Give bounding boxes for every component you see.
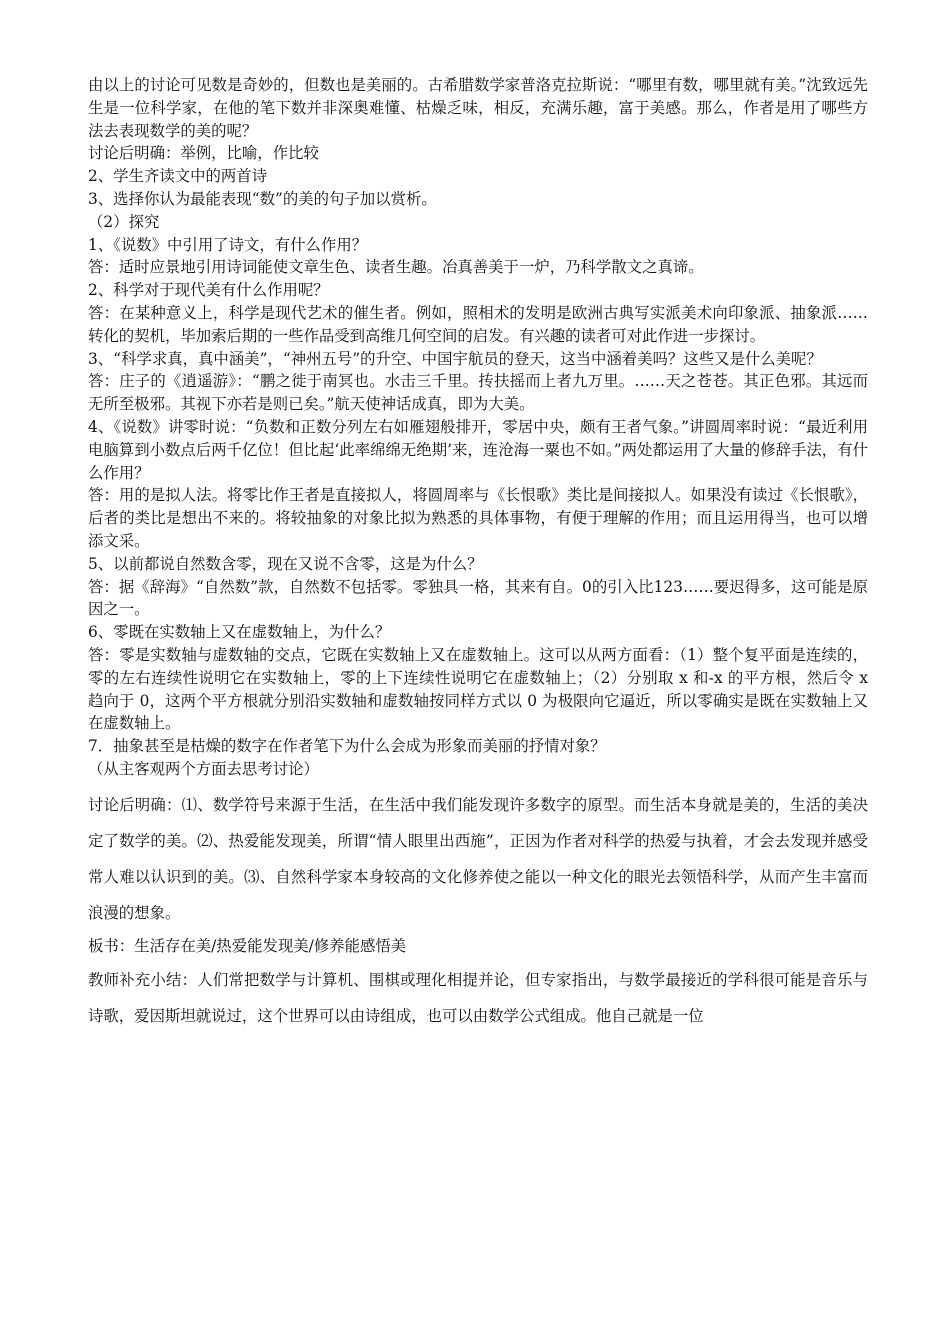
teacher-summary: 教师补充小结：人们常把数学与计算机、围棋或理化相提并论，但专家指出，与数学最接近的学科很可能是音乐与诗歌，爱因斯坦就说过，这个世界可以由诗组成，也可以由数学公式组成。他自己就是一位 xyxy=(88,970,868,1025)
list-item-3: 3、选择你认为最能表现“数”的美的句子加以赏析。 xyxy=(88,189,437,208)
question-3: 3、“科学求真，真中涵美”，“神州五号”的升空、中国宇航员的登天，这当中涵着美吗？这些又是什么美呢？ xyxy=(88,349,822,368)
answer-4: 答：用的是拟人法。将零比作王者是直接拟人，将圆周率与《长恨歌》类比是间接拟人。如果没有读过《长恨歌》，后者的类比是想出不来的。将较抽象的对象比拟为熟悉的具体事物，有便于理解的作用；而且运用得当，也可以增添文采。 xyxy=(88,486,868,550)
list-item-2: 2、学生齐读文中的两首诗 xyxy=(88,167,268,186)
answer-5: 答：据《辞海》“自然数”款，自然数不包括零。零独具一格，其来有自。0的引入比123……要迟得多，这可能是原因之一。 xyxy=(88,577,868,619)
question-6: 6、零既在实数轴上又在虚数轴上，为什么？ xyxy=(88,623,391,642)
answer-3: 答：庄子的《逍遥游》：“鹏之徙于南冥也。水击三千里。抟扶摇而上者九万里。……天之苍苍。其正色邪。其远而无所至极邪。其视下亦若是则已矣。”航天使神话成真，即为大美。 xyxy=(88,372,868,414)
discussion-conclusion-2: 讨论后明确：⑴、数学符号来源于生活，在生活中我们能发现许多数字的原型。而生活本身就是美的，生活的美决定了数学的美。⑵、热爱能发现美，所谓“情人眼里出西施”，正因为作者对科学的热爱与执着，才会去发现并感受常人难以认识到的美。⑶、自然科学家本身较高的文化修养使之能以一种文化的眼光去领悟科学，从而产生丰富而浪漫的想象。 xyxy=(88,795,868,922)
blackboard-summary: 板书：生活存在美/热爱能发现美/修养能感悟美 xyxy=(88,936,407,955)
answer-2: 答：在某种意义上，科学是现代艺术的催生者。例如，照相术的发明是欧洲古典写实派美术向印象派、抽象派……转化的契机，毕加索后期的一些作品受到高维几何空间的启发。有兴趣的读者可对此作进一步探讨。 xyxy=(88,303,868,345)
question-5: 5、以前都说自然数含零，现在又说不含零，这是为什么？ xyxy=(88,554,483,573)
answer-6: 答：零是实数轴与虚数轴的交点，它既在实数轴上又在虚数轴上。这可以从两方面看：（1）整个复平面是连续的，零的左右连续性说明它在实数轴上，零的上下连续性说明它在虚数轴上；（2）分别取 x 和-x 的平方根，然后令 x 趋向于 0，这两个平方根就分别沿实数轴和虚数轴按同样方式以 0 为极限向它逼近，所以零确实是既在实数轴上又在虚数轴上。 xyxy=(88,645,868,733)
answer-1: 答：适时应景地引用诗词能使文章生色、读者生趣。冶真善美于一炉，乃科学散文之真谛。 xyxy=(88,258,704,277)
document-page xyxy=(88,74,868,1034)
paragraph-intro: 由以上的讨论可见数是奇妙的，但数也是美丽的。古希腊数学家普洛克拉斯说：“哪里有数，哪里就有美。”沈致远先生是一位科学家，在他的笔下数并非深奥难懂、枯燥乏味，相反，充满乐趣，富于美感。那么，作者是用了哪些方法去表现数学的美的呢？ xyxy=(88,76,868,140)
question-4: 4、《说数》讲零时说：“负数和正数分列左右如雁翅般排开，零居中央，颇有王者气象。”讲圆周率时说：“最近利用电脑算到小数点后两千亿位！但比起‘此率绵绵无绝期’来，连沧海一粟也不如。”两处都运用了大量的修辞手法，有什么作用？ xyxy=(88,417,868,482)
question-1: 1、《说数》中引用了诗文，有什么作用？ xyxy=(88,235,368,254)
question-2: 2、科学对于现代美有什么作用呢？ xyxy=(88,281,329,300)
question-7: 7．抽象甚至是枯燥的数字在作者笔下为什么会成为形象而美丽的抒情对象？ xyxy=(88,737,606,756)
section-heading-explore: （2）探究 xyxy=(88,212,160,231)
discussion-conclusion-1: 讨论后明确：举例，比喻，作比较 xyxy=(88,144,319,163)
question-7-hint: （从主客观两个方面去思考讨论） xyxy=(88,759,319,778)
